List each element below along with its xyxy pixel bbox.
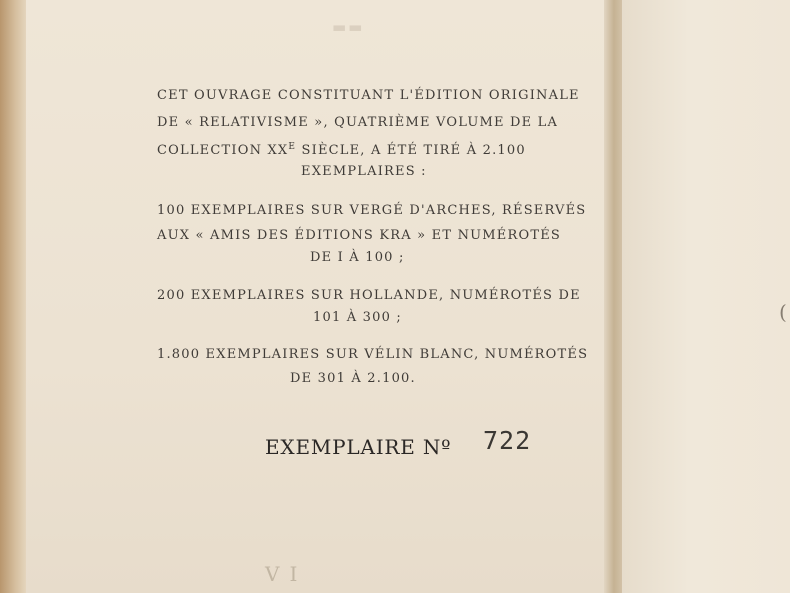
bleed-through-mark-right: ( [779,300,789,324]
colophon-para1-line4: EXEMPLAIRES : [301,164,427,179]
superscript-e: E [288,142,297,152]
exemplaire-number-stamp: 722 [483,426,532,455]
bleed-through-page-number: VI [265,562,308,586]
exemplaire-label: EXEMPLAIRE Nº [265,435,452,459]
colophon-para1-line3-post: SIÈCLE, A ÉTÉ TIRÉ À 2.100 [296,143,526,158]
colophon-para1-line2: DE « RELATIVISME », QUATRIÈME VOLUME DE LA [157,115,559,130]
colophon-para3-line1: 200 EXEMPLAIRES SUR HOLLANDE, NUMÉROTÉS DE [157,288,581,303]
colophon-para1-line3-pre: COLLECTION XX [157,143,289,158]
colophon-para4-line1: 1.800 EXEMPLAIRES SUR VÉLIN BLANC, NUMÉROTÉS [157,347,589,362]
colophon-para2-line2: AUX « AMIS DES ÉDITIONS KRA » ET NUMÉROTÉS [157,228,562,243]
book-page-right [622,0,790,593]
book-edge-left [0,0,26,593]
bleed-through-mark-top: ▬▬ [332,18,365,36]
colophon-para2-line1: 100 EXEMPLAIRES SUR VERGÉ D'ARCHES, RÉSERVÉS [157,203,587,218]
colophon-para3-line2: 101 À 300 ; [313,310,402,325]
colophon-para1-line3 [157,142,526,158]
colophon-para2-line3: DE I À 100 ; [310,250,405,265]
colophon-para4-line2: DE 301 À 2.100. [290,371,416,386]
colophon-para1-line1: CET OUVRAGE CONSTITUANT L'ÉDITION ORIGINALE [157,88,580,103]
